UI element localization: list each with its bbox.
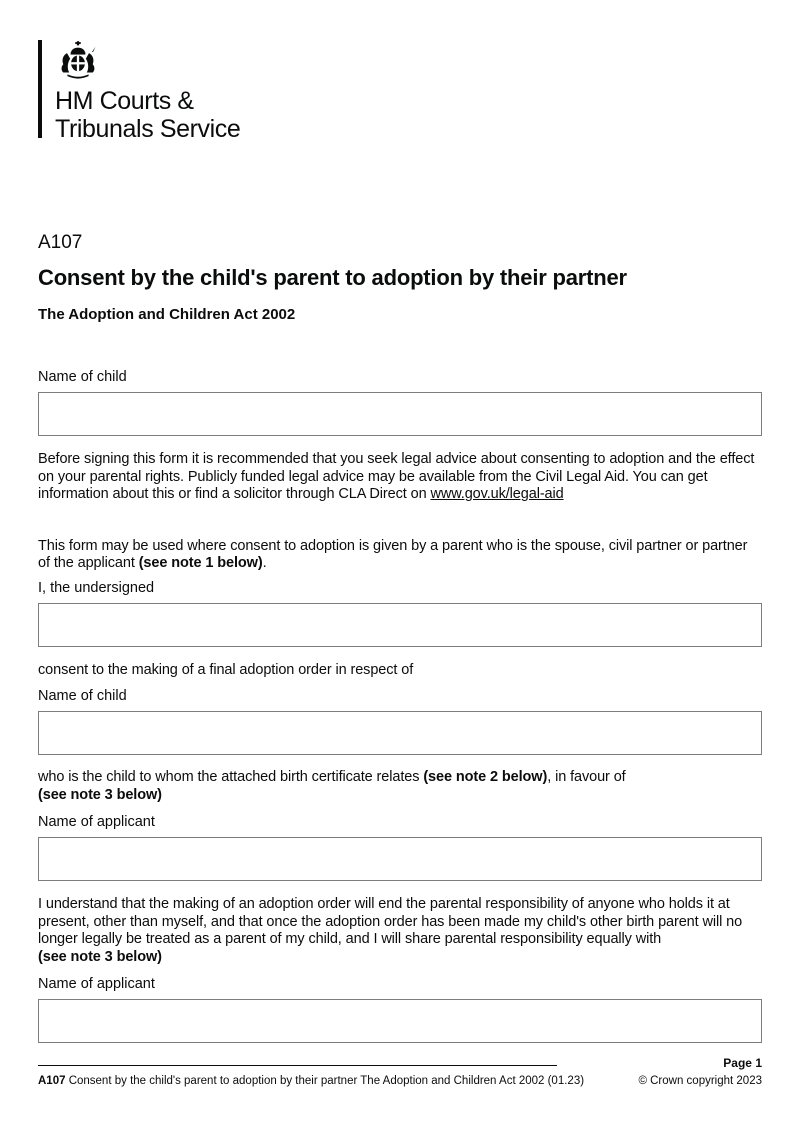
undersigned-input[interactable] xyxy=(38,603,762,647)
legal-advice-text: Before signing this form it is recommended that you seek legal advice about consenting to adoption and the effect on your parental rights. Publicly funded legal advice may be available from the Civil Legal Aid. You can get information about this or find a solicitor through CLA Direct on xyxy=(38,451,755,502)
understanding-note-3: (see note 3 below) xyxy=(38,948,162,965)
child-name-label-1: Name of child xyxy=(38,369,127,385)
birth-certificate-paragraph xyxy=(38,769,762,804)
org-name-line1: HM Courts & xyxy=(55,87,194,115)
brand-vertical-bar xyxy=(38,40,42,138)
consent-line: consent to the making of a final adoption order in respect of xyxy=(38,661,414,678)
legal-aid-link[interactable]: www.gov.uk/legal-aid xyxy=(430,486,564,502)
child-name-input-1[interactable] xyxy=(38,392,762,436)
form-number: A107 xyxy=(38,232,83,253)
form-act-subtitle: The Adoption and Children Act 2002 xyxy=(38,306,296,323)
brand-body xyxy=(55,40,240,143)
copyright-notice: © Crown copyright 2023 xyxy=(638,1075,762,1087)
usage-period: . xyxy=(262,555,267,571)
birth-cert-text: who is the child to whom the attached birth certificate relates xyxy=(38,769,424,785)
form-head xyxy=(38,233,762,323)
document-reference xyxy=(38,1074,584,1088)
usage-note-1: (see note 1 below) xyxy=(138,555,263,571)
applicant-name-label-1: Name of applicant xyxy=(38,814,155,830)
hmcts-header xyxy=(38,40,762,143)
child-name-input-2[interactable] xyxy=(38,711,762,755)
footer-divider xyxy=(38,1065,557,1066)
form-title: Consent by the child's parent to adoption by their partner xyxy=(38,265,627,290)
org-name-line2: Tribunals Service xyxy=(55,115,241,143)
page-number: Page 1 xyxy=(723,1056,762,1070)
org-name xyxy=(55,87,240,143)
royal-coat-of-arms-icon xyxy=(55,41,240,81)
document-reference-number: A107 xyxy=(38,1075,66,1087)
form-usage-text: This form may be used where consent to adoption is given by a parent who is the spouse, civil partner or partner of the applicant xyxy=(38,537,748,571)
footer-bottom-row xyxy=(38,1074,762,1088)
favour-note-3: (see note 3 below) xyxy=(38,786,162,803)
page-footer xyxy=(38,1056,762,1088)
child-name-label-2: Name of child xyxy=(38,688,127,704)
birth-cert-note-2: (see note 2 below) xyxy=(423,769,548,785)
applicant-name-label-2: Name of applicant xyxy=(38,976,155,992)
applicant-name-input-2[interactable] xyxy=(38,999,762,1043)
applicant-name-input-1[interactable] xyxy=(38,837,762,881)
footer-top-row xyxy=(38,1056,762,1070)
birth-cert-after: , in favour of xyxy=(547,769,626,785)
form-usage-paragraph xyxy=(38,538,762,573)
document-reference-title: Consent by the child's parent to adoption by their partner The Adoption and Children Act 2002 (01.23) xyxy=(65,1075,585,1087)
understanding-text: I understand that the making of an adoption order will end the parental responsibility of anyone who holds it at present, other than myself, and that once the adoption order has been made my child's other birth parent will no longer legally be treated as a parent of my child, and I will share parental responsibility equally with xyxy=(38,896,743,947)
legal-advice-paragraph xyxy=(38,451,762,504)
undersigned-label: I, the undersigned xyxy=(38,579,155,596)
understanding-paragraph xyxy=(38,896,762,966)
